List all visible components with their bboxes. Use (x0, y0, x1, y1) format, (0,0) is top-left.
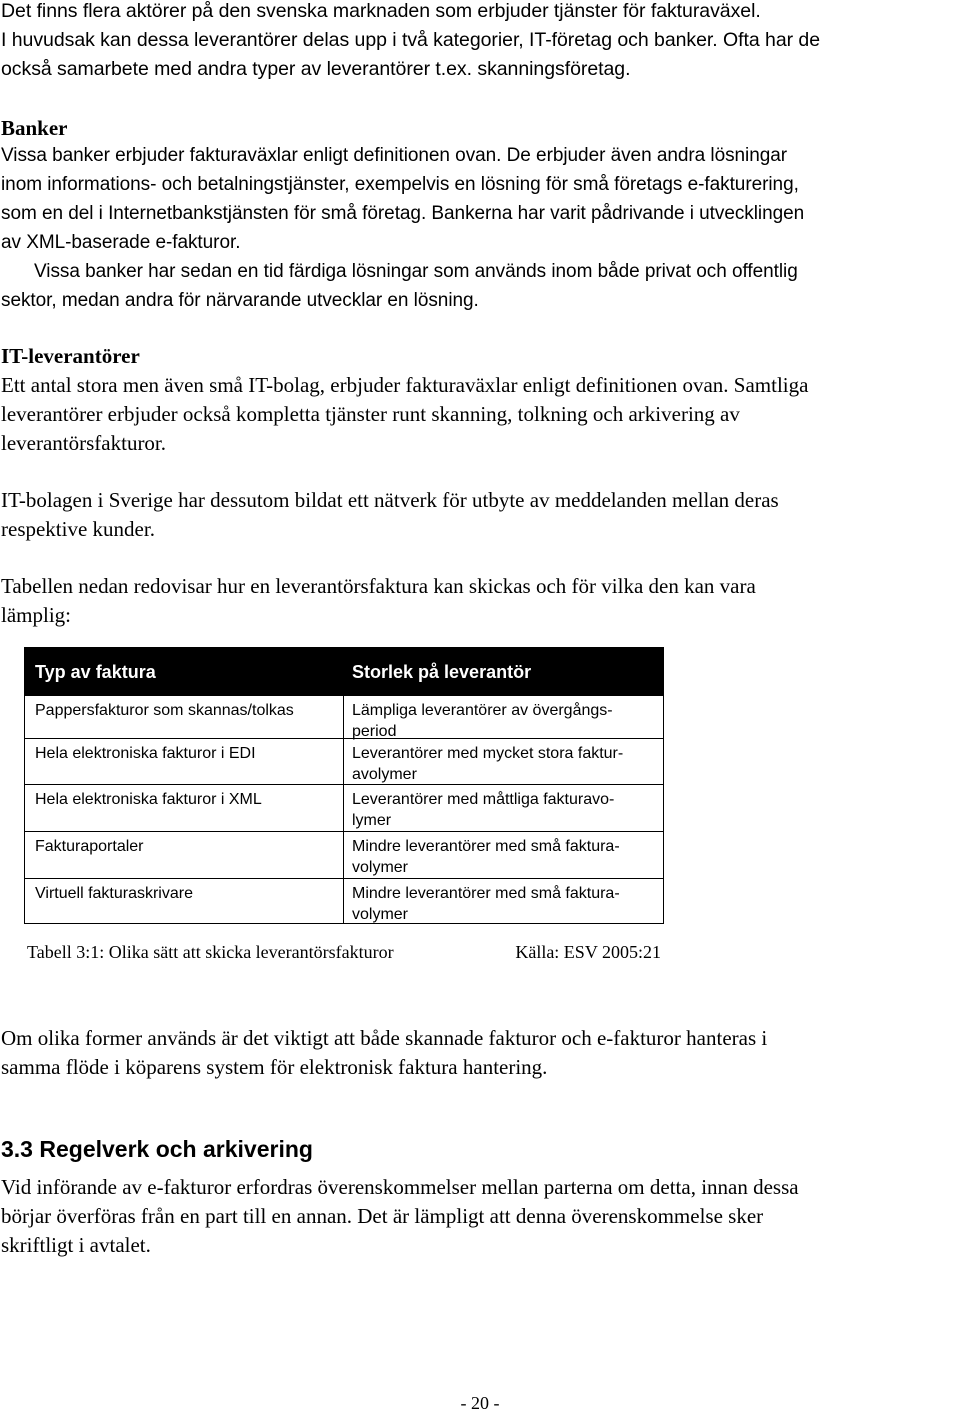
table-row (25, 878, 664, 924)
it-para3-line-2: lämplig: (1, 603, 71, 627)
table-cell-size-line: lymer (352, 811, 392, 829)
table-cell-type: Fakturaportaler (35, 838, 144, 855)
table-cell-size (352, 884, 620, 924)
table-cell-size (352, 790, 614, 832)
banker-para2-line-2: sektor, medan andra för närvarande utvecklar en lösning. (1, 290, 479, 311)
section-line-1: Vid införande av e-fakturor erfordras överenskommelser mellan parterna om detta, innan dessa (1, 1175, 799, 1199)
table-caption-row (24, 942, 664, 968)
it-para1-line-1: Ett antal stora men även små IT-bolag, erbjuder fakturaväxlar enligt definitionen ovan. Samtliga (1, 373, 809, 397)
table-row (25, 738, 664, 785)
table-cell-size-line: Mindre leverantörer med små faktura- (352, 838, 620, 855)
intro-line-1: Det finns flera aktörer på den svenska marknaden som erbjuder tjänster för fakturaväxel. (1, 0, 761, 22)
table-cell-size-line: volymer (352, 905, 409, 923)
table-cell-type: Virtuell fakturaskrivare (35, 885, 193, 902)
section-line-2: börjar överföras från en part till en annan. Det är lämpligt att denna överenskommelse sker (1, 1204, 764, 1228)
table-row (25, 695, 664, 739)
it-para2-line-2: respektive kunder. (1, 517, 155, 541)
table-cell-type: Hela elektroniska fakturor i EDI (35, 745, 256, 762)
table-header-size: Storlek på leverantör (352, 662, 532, 682)
table-source: Källa: ESV 2005:21 (515, 942, 661, 962)
page-number: - 20 - (460, 1393, 500, 1413)
banker-para2-line-1: Vissa banker har sedan en tid färdiga lösningar som används inom både privat och offentlig (34, 261, 798, 282)
table-header-type: Typ av faktura (35, 662, 156, 682)
table-cell-size (352, 837, 620, 879)
banker-para1-line-1: Vissa banker erbjuder fakturaväxlar enligt definitionen ovan. De erbjuder även andra lösningar (1, 145, 788, 166)
invoice-type-table (24, 647, 664, 924)
table-cell-type: Hela elektroniska fakturor i XML (35, 791, 262, 808)
it-heading: IT-leverantörer (1, 344, 140, 368)
section-heading: 3.3 Regelverk och arkivering (1, 1136, 313, 1162)
intro-line-2: I huvudsak kan dessa leverantörer delas upp i två kategorier, IT-företag och banker. Ofta har de (1, 29, 821, 51)
banker-para1-line-3: som en del i Internetbankstjänsten för små företag. Bankerna har varit pådrivande i utvecklingen (1, 203, 805, 224)
it-para1-line-2: leverantörer erbjuder också kompletta tjänster runt skanning, tolkning och arkivering av (1, 402, 740, 426)
table-cell-size-line: period (352, 722, 397, 740)
table-cell-size (352, 701, 613, 743)
table-cell-size-line: avolymer (352, 765, 417, 783)
banker-heading: Banker (1, 116, 68, 140)
after-table-line-2: samma flöde i köparens system för elektronisk faktura hantering. (1, 1055, 548, 1079)
it-para2-line-1: IT-bolagen i Sverige har dessutom bildat ett nätverk för utbyte av meddelanden mellan deras (1, 488, 779, 512)
banker-para1-line-4: av XML-baserade e-fakturor. (1, 232, 241, 253)
table-cell-size-line: Mindre leverantörer med små faktura- (352, 885, 620, 902)
table-row (25, 831, 664, 879)
table-cell-size-line: Leverantörer med mycket stora faktur- (352, 745, 624, 762)
section-line-3: skriftligt i avtalet. (1, 1233, 151, 1257)
banker-para1-line-2: inom informations- och betalningstjänster, exempelvis en lösning för små företags e-fakturering, (1, 174, 799, 195)
table-caption: Tabell 3:1: Olika sätt att skicka leverantörsfakturor (27, 942, 394, 962)
intro-line-3: också samarbete med andra typer av leverantörer t.ex. skanningsföretag. (1, 58, 631, 80)
table-row (25, 784, 664, 832)
it-para1-line-3: leverantörsfakturor. (1, 431, 167, 455)
after-table-line-1: Om olika former används är det viktigt att både skannade fakturor och e-fakturor hanteras i (1, 1026, 768, 1050)
table-cell-size-line: volymer (352, 858, 409, 876)
it-para3-line-1: Tabellen nedan redovisar hur en leverantörsfaktura kan skickas och för vilka den kan vara (1, 574, 756, 598)
table-cell-size (352, 744, 623, 786)
table-cell-size-line: Lämpliga leverantörer av övergångs- (352, 702, 613, 719)
table-cell-type: Pappersfakturor som skannas/tolkas (35, 702, 294, 719)
table-cell-size-line: Leverantörer med måttliga fakturavo- (352, 791, 615, 808)
table-header (25, 648, 664, 695)
